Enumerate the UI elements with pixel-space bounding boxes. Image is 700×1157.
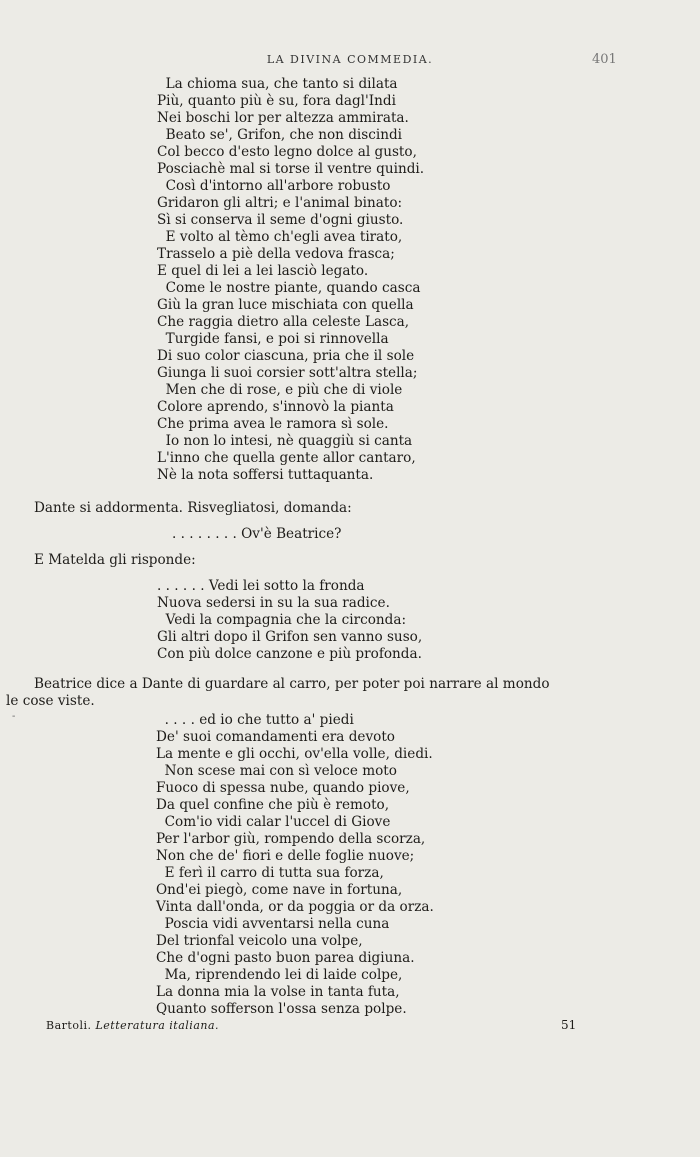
text-line: Per l'arbor giù, rompendo della scorza, bbox=[156, 831, 426, 847]
text-line: Io non lo intesi, nè quaggiù si canta bbox=[157, 433, 413, 449]
text-line: Colore aprendo, s'innovò la pianta bbox=[157, 399, 394, 415]
text-line: Poscia vidi avventarsi nella cuna bbox=[156, 916, 390, 932]
text-line: La donna mia la volse in tanta futa, bbox=[156, 984, 400, 1000]
text-line: Con più dolce canzone e più profonda. bbox=[157, 646, 422, 662]
text-line: Com'io vidi calar l'uccel di Giove bbox=[156, 814, 391, 830]
text-line: Da quel confine che più è remoto, bbox=[156, 797, 390, 813]
text-line: Di suo color ciascuna, pria che il sole bbox=[157, 348, 415, 364]
footer-book-title: Letteratura italiana. bbox=[95, 1019, 220, 1032]
stray-mark: - bbox=[12, 711, 16, 722]
text-line: Turgide fansi, e poi si rinnovella bbox=[157, 331, 389, 347]
text-line: E quel di lei a lei lasciò legato. bbox=[157, 263, 369, 279]
verse-stanza-3 bbox=[156, 712, 434, 1018]
running-title: LA DIVINA COMMEDIA. bbox=[266, 53, 434, 66]
text-line: Sì si conserva il seme d'ogni giusto. bbox=[157, 212, 404, 228]
text-line: . . . . . . Vedi lei sotto la fronda bbox=[157, 578, 365, 594]
text-line: Nuova sedersi in su la sua radice. bbox=[157, 595, 390, 611]
text-line: Ma, riprendendo lei di laide colpe, bbox=[156, 967, 403, 983]
text-line: E ferì il carro di tutta sua forza, bbox=[156, 865, 384, 881]
footer-citation bbox=[46, 1019, 219, 1032]
text-line: Nei boschi lor per altezza ammirata. bbox=[157, 110, 409, 126]
text-line: Nè la nota soffersi tuttaquanta. bbox=[157, 467, 374, 483]
verse-quote-beatrice: . . . . . . . . Ov'è Beatrice? bbox=[172, 526, 342, 542]
text-line: Posciachè mal si torse il ventre quindi. bbox=[157, 161, 425, 177]
text-line: Fuoco di spessa nube, quando piove, bbox=[156, 780, 410, 796]
footer-author: Bartoli. bbox=[46, 1019, 92, 1032]
text-line: La chioma sua, che tanto si dilata bbox=[157, 76, 398, 92]
text-line: Più, quanto più è su, fora dagl'Indi bbox=[157, 93, 396, 109]
text-line: Che raggia dietro alla celeste Lasca, bbox=[157, 314, 410, 330]
text-line: Quanto sofferson l'ossa senza polpe. bbox=[156, 1001, 407, 1017]
text-line: Così d'intorno all'arbore robusto bbox=[157, 178, 391, 194]
text-line: Trasselo a piè della vedova frasca; bbox=[157, 246, 395, 262]
verse-stanza-1 bbox=[157, 76, 424, 484]
text-line: Men che di rose, e più che di viole bbox=[157, 382, 403, 398]
text-line: Beato se', Grifon, che non discindi bbox=[157, 127, 403, 143]
text-line: Ond'ei piegò, come nave in fortuna, bbox=[156, 882, 403, 898]
text-line: Come le nostre piante, quando casca bbox=[157, 280, 421, 296]
text-line: Del trionfal veicolo una volpe, bbox=[156, 933, 363, 949]
text-line: Col becco d'esto legno dolce al gusto, bbox=[157, 144, 417, 160]
text-line: Che prima avea le ramora sì sole. bbox=[157, 416, 389, 432]
text-line: Vedi la compagnia che la circonda: bbox=[157, 612, 407, 628]
text-line: L'inno che quella gente allor cantaro, bbox=[157, 450, 416, 466]
text-line: Giù la gran luce mischiata con quella bbox=[157, 297, 414, 313]
text-line: E volto al tèmo ch'egli avea tirato, bbox=[157, 229, 403, 245]
prose-paragraph-3 bbox=[6, 676, 550, 710]
text-line: Vinta dall'onda, or da poggia or da orza. bbox=[156, 899, 434, 915]
signature-number: 51 bbox=[561, 1018, 577, 1032]
prose-line-2: E Matelda gli risponde: bbox=[34, 552, 196, 568]
text-line: Non che de' fiori e delle foglie nuove; bbox=[156, 848, 415, 864]
text-line: Beatrice dice a Dante di guardare al carro, per poter poi narrare al mondo bbox=[34, 676, 550, 692]
text-line: Che d'ogni pasto buon parea digiuna. bbox=[156, 950, 415, 966]
text-line: le cose viste. bbox=[6, 693, 95, 709]
verse-stanza-2 bbox=[157, 578, 422, 663]
text-line: La mente e gli occhi, ov'ella volle, diedi. bbox=[156, 746, 433, 762]
prose-line-1: Dante si addormenta. Risvegliatosi, domanda: bbox=[34, 500, 352, 516]
text-line: Gli altri dopo il Grifon sen vanno suso, bbox=[157, 629, 423, 645]
text-line: Non scese mai con sì veloce moto bbox=[156, 763, 397, 779]
page-number: 401 bbox=[592, 52, 617, 67]
text-line: Gridaron gli altri; e l'animal binato: bbox=[157, 195, 403, 211]
text-line: Giunga li suoi corsier sott'altra stella; bbox=[157, 365, 418, 381]
text-line: De' suoi comandamenti era devoto bbox=[156, 729, 395, 745]
text-line: . . . . ed io che tutto a' piedi bbox=[156, 712, 354, 728]
